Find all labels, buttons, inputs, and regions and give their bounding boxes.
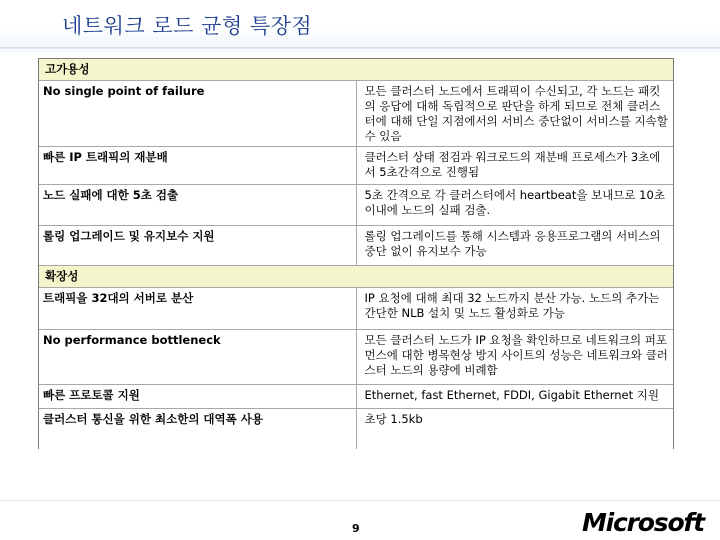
title-underline (0, 46, 720, 54)
description-cell: 롤링 업그레이드를 통해 시스템과 응용프로그램의 서비스의 중단 없이 유지보수 가능 (356, 226, 673, 266)
feature-cell: 빠른 프로토콜 지원 (39, 385, 356, 409)
page-number: 9 (352, 522, 360, 535)
table-row (39, 185, 673, 226)
table-row (39, 409, 673, 449)
table-row (39, 147, 673, 185)
feature-cell: No single point of failure (39, 81, 356, 147)
feature-cell: 노드 실패에 대한 5초 검출 (39, 185, 356, 226)
feature-table (38, 58, 674, 449)
description-cell: IP 요청에 대해 최대 32 노드까지 분산 가능. 노드의 추가는 간단한 NLB 설치 및 노드 활성화로 가능 (356, 288, 673, 330)
description-cell: 초당 1.5kb (356, 409, 673, 449)
table-row (39, 226, 673, 266)
description-cell: 클러스터 상태 점검과 워크로드의 재분배 프로세스가 3초에서 5초간격으로 진행됨 (356, 147, 673, 185)
microsoft-logo: Microsoft (582, 508, 704, 537)
section-heading-scalability: 확장성 (39, 266, 673, 288)
table-row (39, 288, 673, 330)
section-heading-availability: 고가용성 (39, 59, 673, 81)
footer-rule (0, 500, 720, 501)
table-row (39, 330, 673, 385)
description-cell: 5초 간격으로 각 클러스터에서 heartbeat을 보내므로 10초 이내에 노드의 실패 검출. (356, 185, 673, 226)
table-row (39, 81, 673, 147)
feature-cell: 클러스터 통신을 위한 최소한의 대역폭 사용 (43, 412, 263, 426)
feature-cell: 빠른 IP 트래픽의 재분배 (39, 147, 356, 185)
feature-cell: No performance bottleneck (39, 330, 356, 385)
feature-cell: 트래픽을 32대의 서버로 분산 (39, 288, 356, 330)
table-row (39, 385, 673, 409)
feature-cell: 롤링 업그레이드 및 유지보수 지원 (39, 226, 356, 266)
description-cell: Ethernet, fast Ethernet, FDDI, Gigabit Ethernet 지원 (356, 385, 673, 409)
slide-title: 네트워크 로드 균형 특장점 (62, 14, 313, 38)
description-cell: 모든 클러스터 노드에서 트래픽이 수신되고, 각 노드는 패킷의 응답에 대해 독립적으로 판단을 하게 되므로 전체 클러스터에 대해 단일 지점에서의 서비스 중단없이 서비스를 지속할 수 있음 (356, 81, 673, 147)
description-cell: 모든 클러스터 노드가 IP 요청을 확인하므로 네트워크의 퍼포먼스에 대한 병목현상 방지 사이트의 성능은 네트워크와 클러스터 노드의 용량에 비례함 (356, 330, 673, 385)
